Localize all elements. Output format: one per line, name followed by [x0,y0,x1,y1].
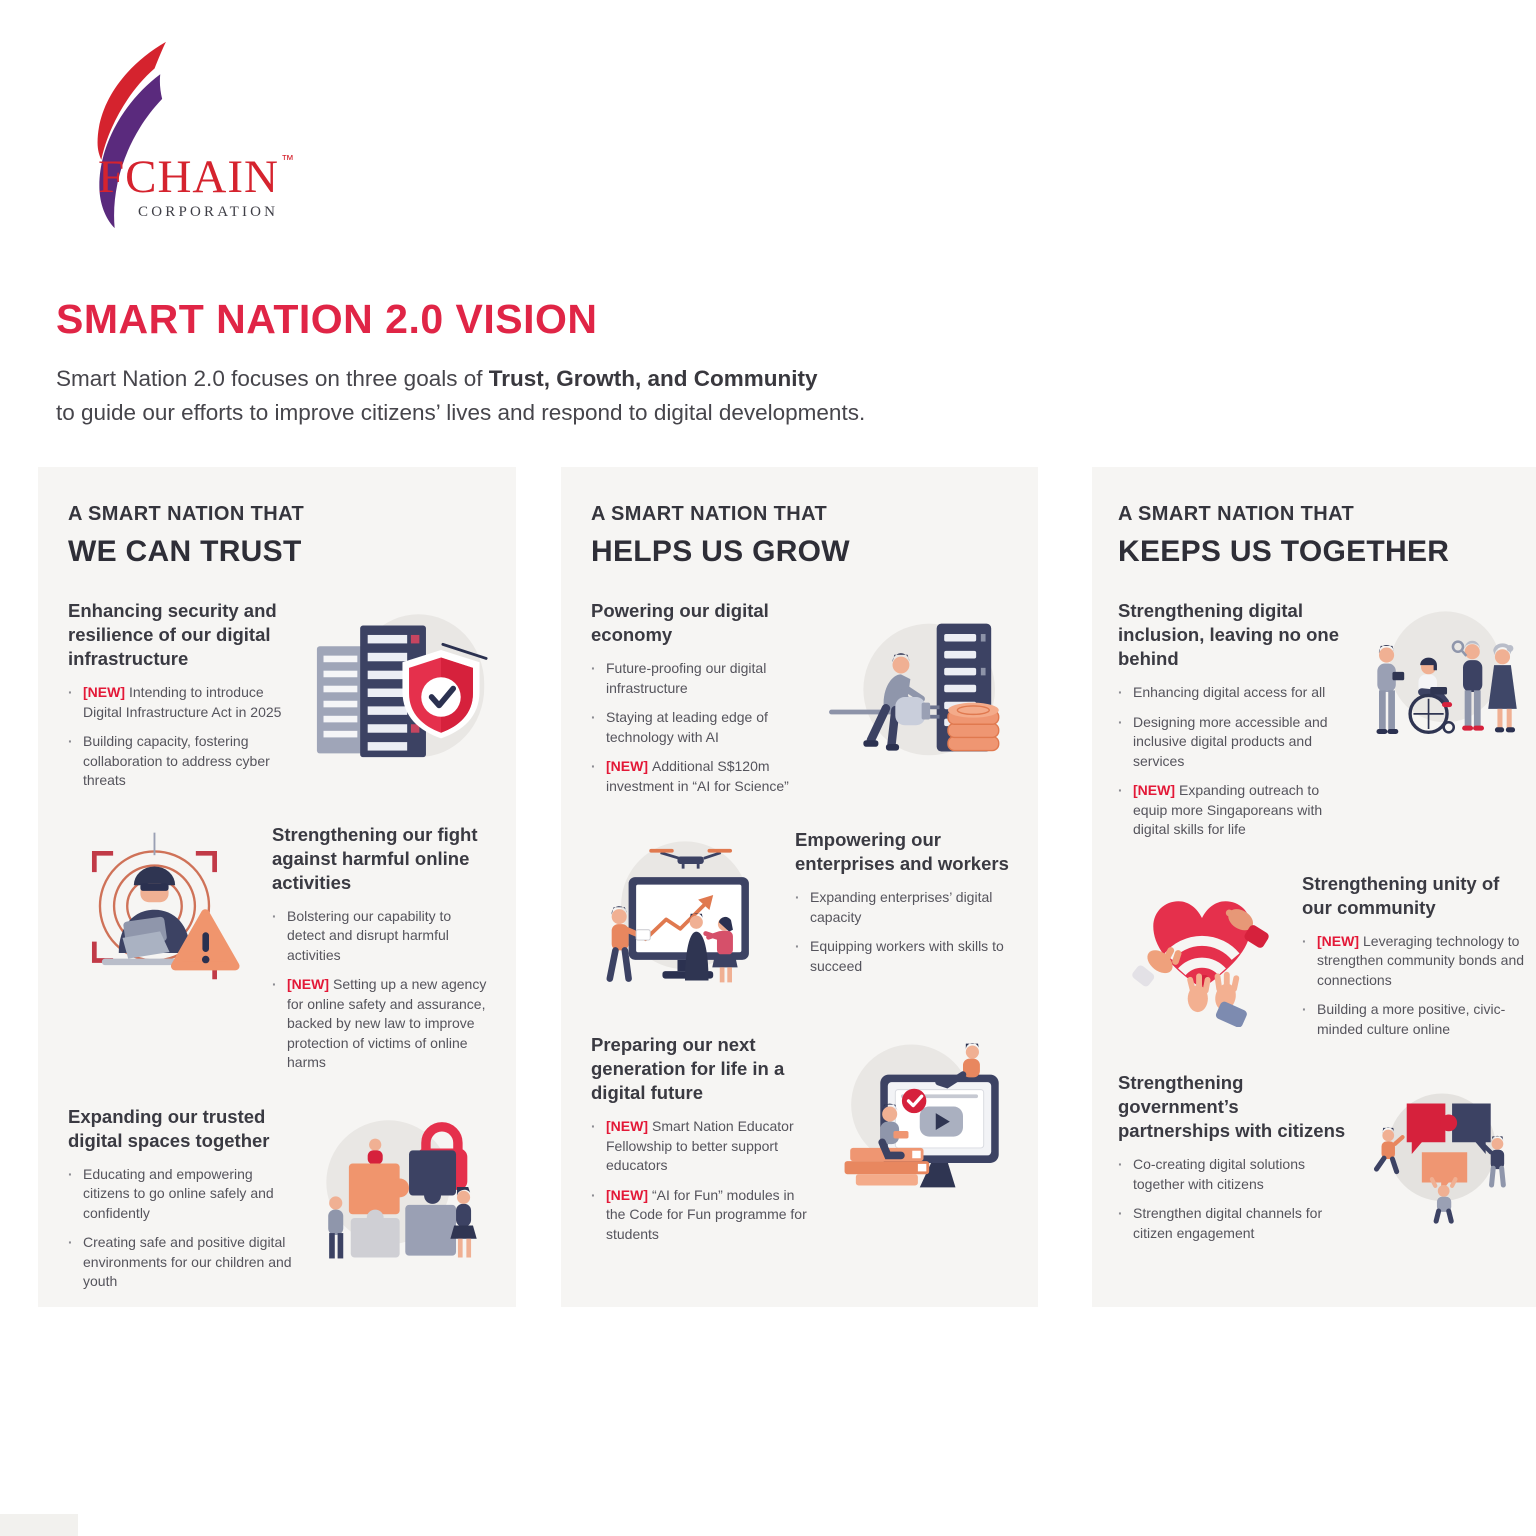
bullet-item [591,757,816,796]
panel-eyebrow: A SMART NATION THAT [68,503,305,525]
bullet-dot: · [591,709,596,725]
initiative-illustration [300,1109,488,1278]
initiative-section [1118,872,1526,1040]
bullet-text: Future-proofing our digital infrastructure [606,660,767,696]
bullet-text: Equipping workers with skills to succeed [810,938,1004,974]
bullet-dot: · [68,684,73,700]
bullet-dot: · [591,1118,596,1135]
initiative-title: Powering our digital economy [591,600,769,645]
new-badge: [NEW] [83,684,125,700]
plug-server-coins-icon [822,603,1010,772]
bullet-text: [NEW] Leveraging technology to strengthen community bonds and connections [1317,932,1525,988]
initiative-text [795,828,1010,976]
initiative-illustration [591,832,779,1001]
bullet-dot: · [1118,1205,1123,1221]
new-badge: [NEW] [287,976,329,992]
vision-panel [38,467,516,1307]
new-badge: [NEW] [606,758,648,774]
bullet-item [68,683,294,722]
initiative-title: Empowering our enterprises and workers [795,829,1009,874]
subtitle-line2: to guide our efforts to improve citizens’ lives and respond to digital developments. [56,400,866,425]
initiative-text [1302,872,1526,1040]
initiative-illustration [822,1037,1010,1206]
logo-subtext: CORPORATION [138,204,279,220]
initiative-illustration [1358,603,1526,754]
server-shield-icon [300,603,488,772]
panel-title: WE CAN TRUST [68,535,302,568]
bullet-item [272,975,488,1073]
bullet-dot: · [795,938,800,954]
bullet-dot: · [795,889,800,905]
bullet-dot: · [272,907,277,924]
bullet-item [1118,1155,1352,1194]
puzzle-lock-icon [300,1109,488,1278]
bullet-text: Creating safe and positive digital environments for our children and youth [83,1234,292,1289]
initiative-illustration [1358,1075,1526,1226]
logo-tm: ™ [280,152,294,167]
bullet-text: [NEW] Additional S$120m investment in “AI for Science” [606,758,789,794]
initiative-section [591,599,1010,796]
initiative-bullets [795,888,1010,976]
bullet-dot: · [1118,684,1123,700]
bullet-text: Educating and empowering citizens to go online safely and confidently [83,1165,274,1221]
logo-brand-text: FCHAIN [98,151,279,203]
initiative-illustration [300,603,488,772]
bullet-text: Staying at leading edge of technology with AI [606,709,768,745]
bullet-dot: · [68,1234,73,1250]
bullet-item [1118,1204,1352,1243]
bullet-dot: · [1302,932,1307,949]
panel-title: HELPS US GROW [591,535,850,568]
initiative-text [68,599,300,791]
panel-sections [68,599,488,1292]
heart-hands-icon [1118,876,1286,1027]
initiative-bullets [1118,1155,1352,1243]
bullet-dot: · [68,733,73,749]
initiative-title: Strengthening government’s partnerships with citizens [1118,1072,1346,1141]
initiative-bullets [1118,683,1352,840]
initiative-title: Expanding our trusted digital spaces together [68,1105,270,1151]
initiative-text [272,823,488,1073]
initiative-illustration [822,603,1010,772]
initiative-section [591,828,1010,1001]
bullet-dot: · [1302,1001,1307,1017]
bullet-text: [NEW] Intending to introduce Digital Infrastructure Act in 2025 [83,684,282,720]
bullet-item [591,659,816,698]
initiative-title: Preparing our next generation for life in a digital future [591,1034,785,1104]
initiative-text [1118,1071,1358,1243]
subtitle-prefix: Smart Nation 2.0 focuses on three goals of [56,366,489,391]
bullet-item [591,708,816,747]
initiative-section [1118,1071,1526,1243]
logo [72,40,332,230]
bullet-item [68,732,294,791]
new-badge: [NEW] [1133,782,1175,798]
initiative-bullets [591,1117,816,1244]
bullet-text: [NEW] Setting up a new agency for online safety and assurance, backed by new law to improve protection of victims of online harms [287,976,487,1070]
bullet-text: Building a more positive, civic-minded culture online [1317,1001,1506,1037]
bullet-dot: · [272,976,277,992]
initiative-illustration [68,827,256,996]
initiative-bullets [272,907,488,1073]
panel-title: KEEPS US TOGETHER [1118,535,1450,568]
initiative-bullets [68,683,294,791]
page-subtitle [56,362,865,430]
inclusive-group-icon [1358,603,1526,754]
bullet-dot: · [1118,782,1123,798]
hacker-target-icon [68,827,256,996]
initiative-section [68,599,488,791]
bullet-text: Building capacity, fostering collaboration to address cyber threats [83,733,270,788]
speech-puzzle-icon [1358,1075,1526,1226]
subtitle-bold: Trust, Growth, and Community [488,366,818,391]
bullet-item [591,1186,816,1245]
initiative-title: Strengthening our fight against harmful online activities [272,823,478,893]
elearning-monitor-icon [822,1037,1010,1206]
bullet-text: Enhancing digital access for all [1133,684,1326,700]
bullet-text: [NEW] “AI for Fun” modules in the Code for Fun programme for students [606,1186,807,1242]
columns [38,467,1536,1307]
initiative-title: Strengthening unity of our community [1302,872,1500,918]
initiative-illustration [1118,876,1286,1027]
chart-monitor-drone-icon [591,832,779,1001]
bullet-text: Strengthen digital channels for citizen engagement [1133,1205,1323,1241]
bullet-dot: · [591,758,596,774]
bullet-item [1118,713,1352,772]
panel-eyebrow: A SMART NATION THAT [591,503,828,525]
panel-eyebrow: A SMART NATION THAT [1118,503,1355,525]
new-badge: [NEW] [606,1186,648,1203]
bullet-text: [NEW] Smart Nation Educator Fellowship to better support educators [606,1118,794,1174]
initiative-section [68,1105,488,1292]
vision-panel [1092,467,1536,1307]
bullet-dot: · [591,660,596,676]
corner-artifact [0,1514,78,1536]
bullet-item [68,1165,294,1224]
initiative-section [1118,599,1526,840]
initiative-text [591,599,822,796]
bullet-item [272,907,488,966]
bullet-item [795,937,1010,976]
initiative-text [1118,599,1358,840]
initiative-title: Enhancing security and resilience of our digital infrastructure [68,600,277,669]
bullet-dot: · [591,1186,596,1203]
bullet-text: [NEW] Expanding outreach to equip more Singaporeans with digital skills for life [1133,782,1323,837]
bullet-dot: · [1118,713,1123,730]
bullet-dot: · [68,1165,73,1182]
new-badge: [NEW] [606,1118,648,1135]
initiative-text [591,1033,822,1244]
panel-sections [1118,599,1526,1243]
bullet-item [795,888,1010,927]
initiative-section [68,823,488,1073]
initiative-section [591,1033,1010,1244]
bullet-item [1118,683,1352,703]
bullet-text: Expanding enterprises’ digital capacity [810,889,993,925]
bullet-item [1302,1000,1526,1039]
initiative-bullets [68,1165,294,1292]
page-title: SMART NATION 2.0 VISION [56,296,598,342]
bullet-text: Bolstering our capability to detect and disrupt harmful activities [287,907,452,963]
bullet-dot: · [1118,1156,1123,1172]
initiative-text [68,1105,300,1292]
initiative-title: Strengthening digital inclusion, leaving no one behind [1118,600,1339,669]
bullet-item [1118,781,1352,840]
new-badge: [NEW] [1317,932,1359,949]
vision-panel [561,467,1038,1307]
bullet-item [68,1233,294,1292]
bullet-item [591,1117,816,1176]
initiative-bullets [591,659,816,796]
bullet-text: Designing more accessible and inclusive digital products and services [1133,713,1328,769]
initiative-bullets [1302,932,1526,1040]
bullet-text: Co-creating digital solutions together with citizens [1133,1156,1305,1192]
bullet-item [1302,932,1526,991]
panel-sections [591,599,1010,1244]
